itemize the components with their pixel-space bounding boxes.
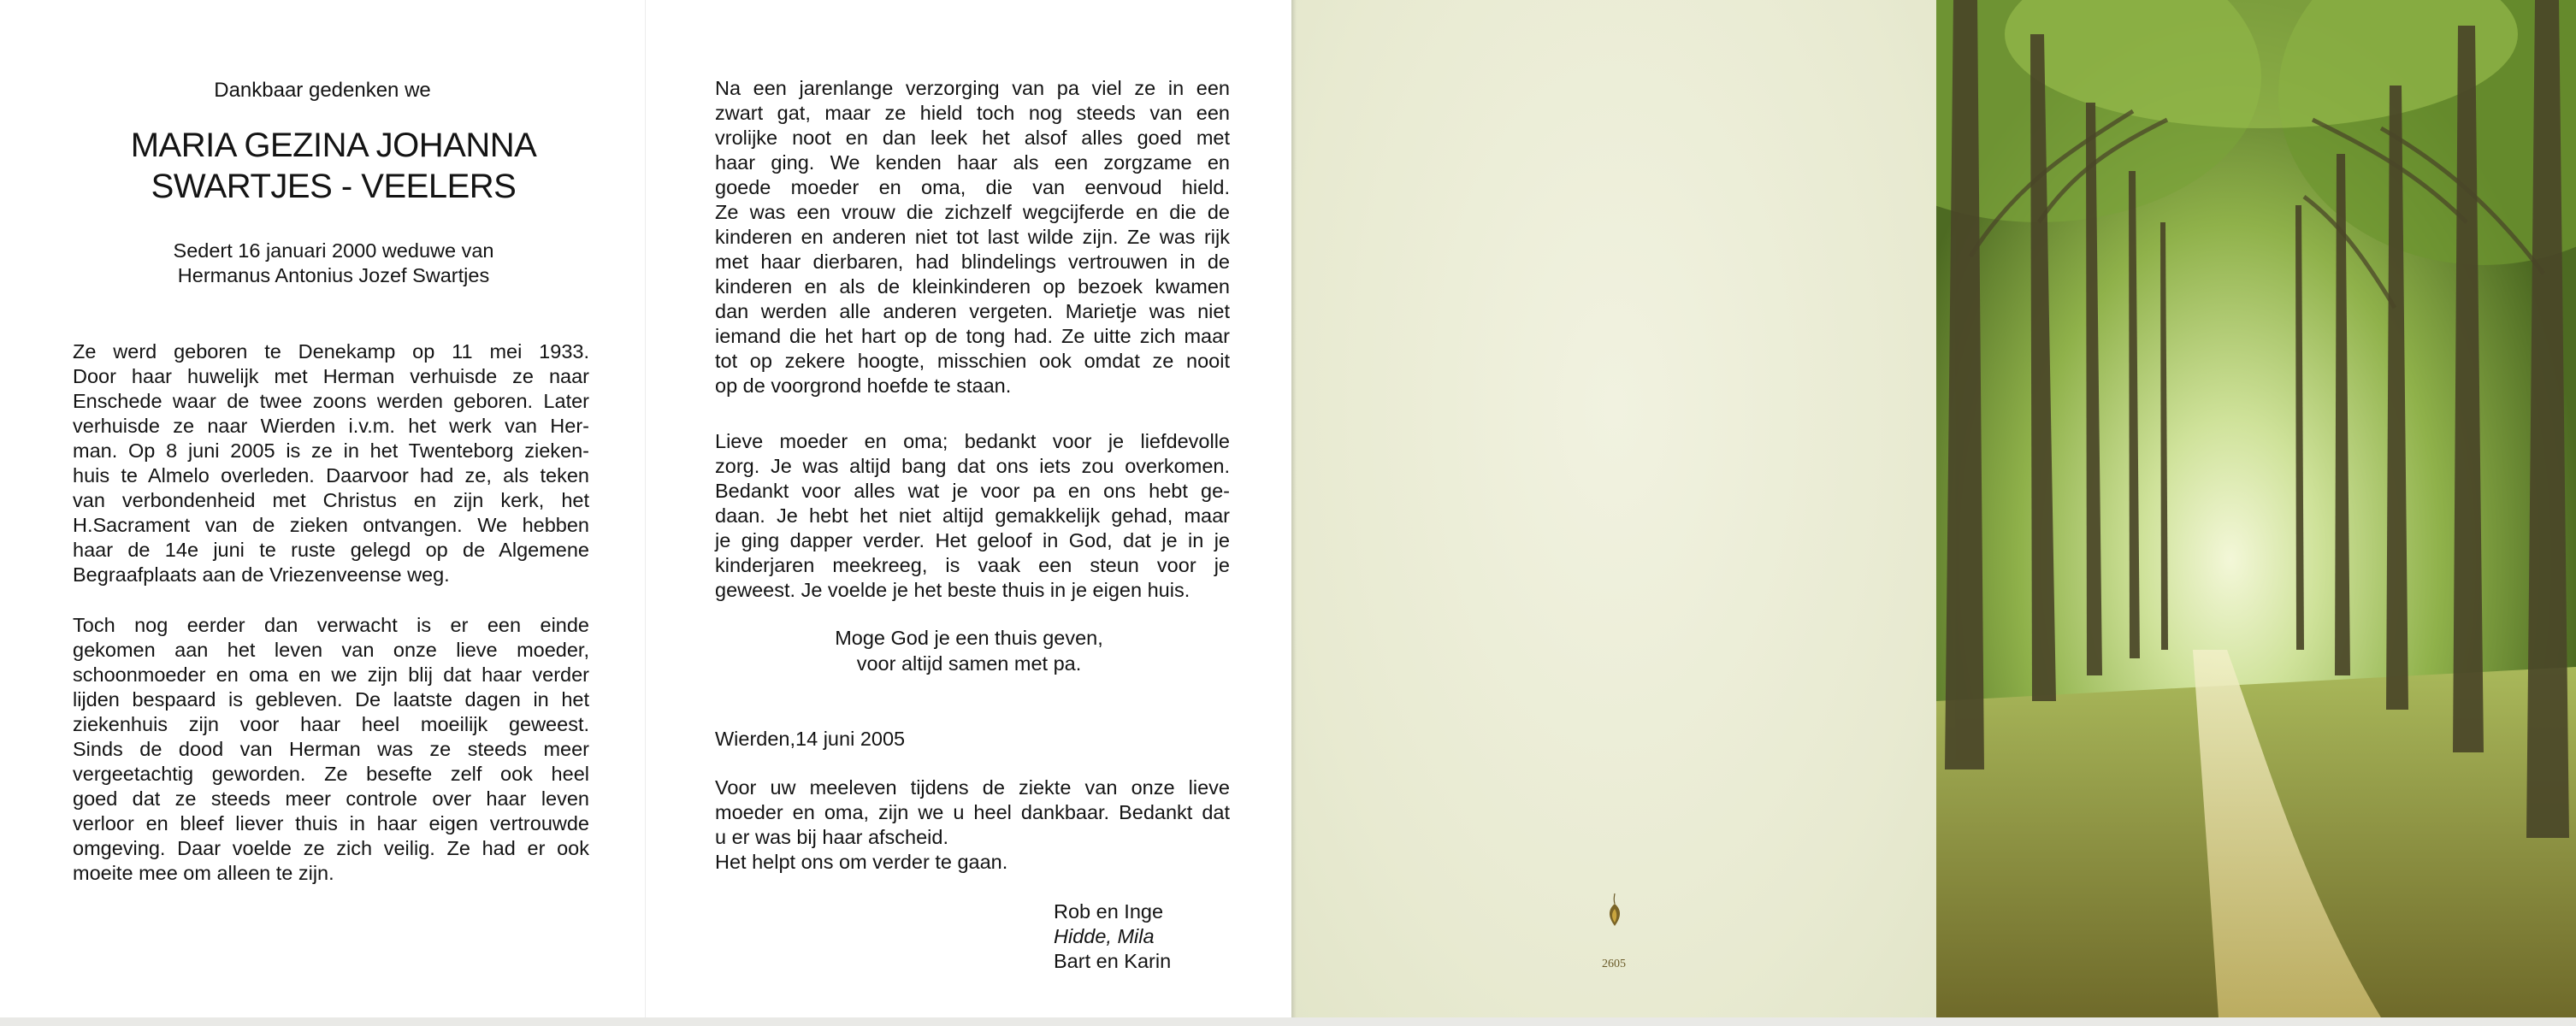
text-line: zorg. Je was altijd bang dat ons iets zou overkomen. (715, 455, 1230, 477)
text-line: Ze werd geboren te Denekamp op 11 mei 1933. (73, 340, 589, 363)
text-line: daan. Je hebt het niet altijd gemakkelijk gehad, maar (715, 504, 1230, 527)
text-line: iemand die het hart op de tong had. Ze uitte zich maar (715, 325, 1230, 347)
text-line: Sinds de dood van Herman was ze steeds meer (73, 738, 589, 760)
text-line: kinderjaren meekreeg, is vaak een steun voor je (715, 554, 1230, 576)
text-line: Lieve moeder en oma; bedankt voor je liefdevolle (715, 430, 1230, 452)
widow-line-1: Sedert 16 januari 2000 weduwe van (173, 239, 494, 262)
text-line: man. Op 8 juni 2005 is ze in het Twenteborg zieken- (73, 439, 589, 462)
text-line: kinderen en anderen niet tot last wilde zijn. Ze was rijk (715, 226, 1230, 248)
text-line: omgeving. Daar voelde ze zich veilig. Ze had er ook (73, 837, 589, 859)
text-line: Begraafplaats aan de Vriezenveense weg. (73, 563, 450, 586)
text-line: kinderen en als de kleinkinderen op bezoek kwamen (715, 275, 1230, 298)
text-line: haar ging. We kenden haar als een zorgzame en (715, 151, 1230, 174)
text-line: lijden bespaard is gebleven. De laatste dagen in het (73, 688, 589, 711)
text-line: zwart gat, maar ze hield toch nog steeds van een (715, 102, 1230, 124)
card-right-panel (645, 0, 1291, 1017)
text-line: gekomen aan het leven van onze lieve moeder, (73, 639, 589, 661)
text-line: je ging dapper verder. Het geloof in God, dat je in je (715, 529, 1230, 551)
signature-2: Hidde, Mila (1054, 925, 1155, 947)
prayer-line-1: Moge God je een thuis geven, (835, 627, 1103, 649)
text-line: verloor en bleef liever thuis in haar eigen vertrouwde (73, 812, 589, 834)
text-line: verhuisde ze naar Wierden i.v.m. het werk van Her- (73, 415, 589, 437)
signature-3: Bart en Karin (1054, 950, 1172, 972)
text-line: goed dat ze steeds meer controle over haar leven (73, 787, 589, 810)
text-line: Bedankt voor alles wat je voor pa en ons hebt ge- (715, 480, 1230, 502)
text-line: u er was bij haar afscheid. (715, 826, 949, 848)
widow-line-2: Hermanus Antonius Jozef Swartjes (177, 264, 490, 286)
text-line: Toch nog eerder dan verwacht is er een einde (73, 614, 589, 636)
forest-illustration (1936, 0, 2576, 1017)
text-line: Voor uw meeleven tijdens de ziekte van onze lieve (715, 776, 1230, 799)
text-line: met haar dierbaren, had blindelings vertrouwen in de (715, 251, 1230, 273)
text-line: Enschede waar de twee zoons werden geboren. Later (73, 390, 589, 412)
card-left-panel (0, 0, 645, 1017)
text-line: goede moeder en oma, die van eenvoud hield. (715, 176, 1230, 198)
thanks-last-line: Het helpt ons om verder te gaan. (715, 851, 1008, 873)
back-cover (1291, 0, 1936, 1017)
text-line: moeite mee om alleen te zijn. (73, 862, 334, 884)
text-line: op de voorgrond hoefde te staan. (715, 374, 1012, 397)
text-line: huis te Almelo overleden. Daarvoor had ze, als teken (73, 464, 589, 486)
product-code: 2605 (1602, 958, 1626, 970)
place-date: Wierden,14 juni 2005 (715, 728, 906, 750)
flame-drop-logo-icon (1604, 892, 1626, 929)
text-line: schoonmoeder en oma en we zijn blij dat haar verder (73, 663, 589, 686)
text-line: ziekenhuis zijn voor haar heel moeilijk geweest. (73, 713, 589, 735)
text-line: Na een jarenlange verzorging van pa viel ze in een (715, 77, 1230, 99)
text-line: Ze was een vrouw die zichzelf wegcijferde en die de (715, 201, 1230, 223)
name-line-2: SWARTJES - VEELERS (151, 168, 517, 205)
text-line: H.Sacrament van de zieken ontvangen. We hebben (73, 514, 589, 536)
intro-text: Dankbaar gedenken we (214, 79, 431, 102)
text-line: dan werden alle anderen vergeten. Marietje was niet (715, 300, 1230, 322)
text-line: van verbondenheid met Christus en zijn kerk, het (73, 489, 589, 511)
name-line-1: MARIA GEZINA JOHANNA (130, 127, 537, 164)
text-line: vergeetachtig geworden. Ze besefte zelf ook heel (73, 763, 589, 785)
text-line: haar de 14e juni te ruste gelegd op de Algemene (73, 539, 589, 561)
text-line: Door haar huwelijk met Herman verhuisde ze naar (73, 365, 589, 387)
text-line: tot op zekere hoogte, misschien ook omdat ze nooit (715, 350, 1230, 372)
text-line: moeder en oma, zijn we u heel dankbaar. Bedankt dat (715, 801, 1230, 823)
text-line: vrolijke noot en dan leek het alsof alles goed met (715, 127, 1230, 149)
prayer-line-2: voor altijd samen met pa. (856, 652, 1082, 675)
signature-1: Rob en Inge (1054, 900, 1164, 923)
forest-path-photo (1936, 0, 2576, 1017)
text-line: geweest. Je voelde je het beste thuis in je eigen huis. (715, 579, 1191, 601)
